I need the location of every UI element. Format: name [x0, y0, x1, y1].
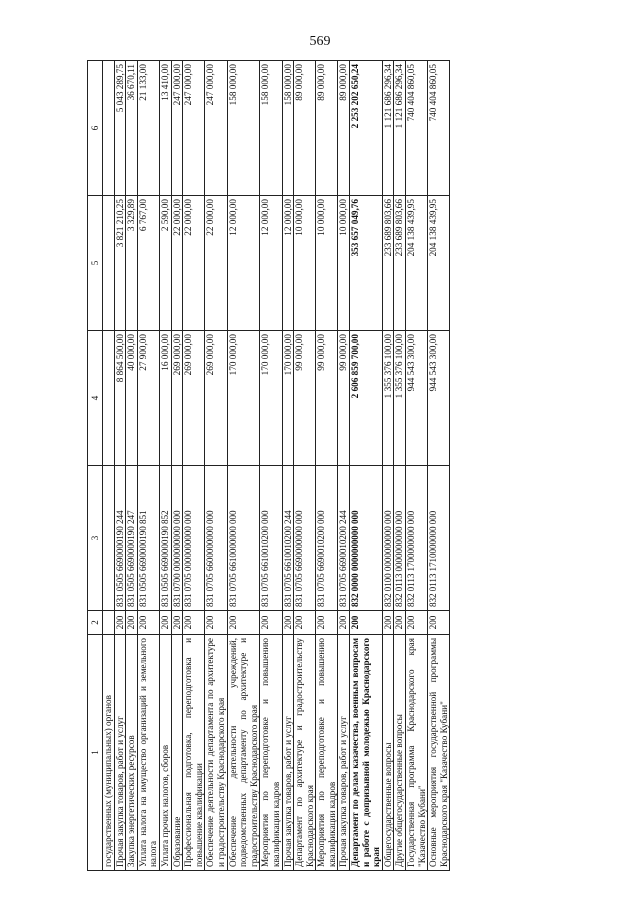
- table-row: [183, 61, 205, 871]
- cell-name: Уплата прочих налогов, сборов: [159, 635, 171, 871]
- table-row: [126, 61, 138, 871]
- table-row: [338, 61, 350, 871]
- cell-approved: 2 606 859 700,00: [350, 331, 383, 466]
- cell-budget-code: 831 0505 6690000190 852: [159, 466, 171, 611]
- cell-approved: 269 000,00: [183, 331, 205, 466]
- cell-unexecuted: 1 121 686 296,34: [382, 61, 394, 196]
- cell-executed: [103, 196, 115, 331]
- cell-name: Другие общегосударственные вопросы: [394, 635, 406, 871]
- cell-code: 200: [294, 611, 316, 635]
- cell-name: Уплата налога на имущество организаций и земельного налога: [137, 635, 159, 871]
- cell-approved: [103, 331, 115, 466]
- budget-table: [87, 60, 450, 871]
- cell-unexecuted: 158 000,00: [227, 61, 260, 196]
- cell-approved: 944 543 300,00: [428, 331, 450, 466]
- cell-unexecuted: 247 000,00: [183, 61, 205, 196]
- table-row: [382, 61, 394, 871]
- cell-approved: 27 900,00: [137, 331, 159, 466]
- cell-name: Департамент по архитектуре и градостроительству Краснодарского края: [294, 635, 316, 871]
- cell-code: 200: [394, 611, 406, 635]
- cell-name: Обеспечение деятельности департамента по архитектуре и градостроительству Краснодарского края: [205, 635, 227, 871]
- cell-approved: 16 000,00: [159, 331, 171, 466]
- cell-code: 200: [171, 611, 183, 635]
- cell-unexecuted: 5 043 289,75: [114, 61, 126, 196]
- cell-budget-code: 831 0505 6690000190 247: [126, 466, 138, 611]
- column-header: 6: [88, 61, 103, 196]
- table-row: [406, 61, 428, 871]
- cell-code: 200: [282, 611, 294, 635]
- cell-unexecuted: 740 404 860,05: [428, 61, 450, 196]
- table-row: [282, 61, 294, 871]
- table-row: [205, 61, 227, 871]
- cell-executed: 10 000,00: [294, 196, 316, 331]
- table-row: [294, 61, 316, 871]
- cell-unexecuted: 21 133,00: [137, 61, 159, 196]
- column-header: 1: [88, 635, 103, 871]
- cell-executed: 233 689 803,66: [394, 196, 406, 331]
- cell-name: Мероприятия по переподготовке и повышению квалификации кадров: [260, 635, 282, 871]
- cell-unexecuted: 247 000,00: [171, 61, 183, 196]
- cell-code: 200: [205, 611, 227, 635]
- cell-executed: 12 000,00: [260, 196, 282, 331]
- cell-budget-code: 831 0705 6610010200 000: [260, 466, 282, 611]
- cell-budget-code: 832 0113 1700000000 000: [406, 466, 428, 611]
- cell-name: государственных (муниципальных) органов: [103, 635, 115, 871]
- cell-unexecuted: 247 000,00: [205, 61, 227, 196]
- cell-name: Профессиональная подготовка, переподготовка и повышение квалификации: [183, 635, 205, 871]
- cell-unexecuted: 89 000,00: [316, 61, 338, 196]
- cell-budget-code: 831 0705 6610000000 000: [227, 466, 260, 611]
- cell-name: Мероприятия по переподготовке и повышению квалификации кадров: [316, 635, 338, 871]
- cell-name: Общегосударственные вопросы: [382, 635, 394, 871]
- cell-name: Обеспечение деятельности учреждений, подведомственных департаменту по архитектуре и градостроительству Краснодарского края: [227, 635, 260, 871]
- cell-budget-code: 831 0505 6690000190 244: [114, 466, 126, 611]
- page-number: 569: [309, 34, 331, 49]
- cell-executed: 10 000,00: [338, 196, 350, 331]
- cell-approved: 1 355 376 100,00: [382, 331, 394, 466]
- cell-code: 200: [350, 611, 383, 635]
- cell-unexecuted: 2 253 202 650,24: [350, 61, 383, 196]
- cell-executed: 204 138 439,95: [428, 196, 450, 331]
- cell-budget-code: 832 0100 0000000000 000: [382, 466, 394, 611]
- cell-name: Основные мероприятия государственной программы Краснодарского края "Казачество Кубани": [428, 635, 450, 871]
- cell-budget-code: 831 0705 6610010200 244: [282, 466, 294, 611]
- cell-code: 200: [338, 611, 350, 635]
- cell-executed: 204 138 439,95: [406, 196, 428, 331]
- cell-approved: 170 000,00: [260, 331, 282, 466]
- cell-budget-code: 831 0705 0000000000 000: [183, 466, 205, 611]
- cell-budget-code: 831 0705 6600000000 000: [205, 466, 227, 611]
- cell-budget-code: 831 0705 6690010200 244: [338, 466, 350, 611]
- header-row: [88, 61, 103, 871]
- table-row: [260, 61, 282, 871]
- table-row: [316, 61, 338, 871]
- cell-code: 200: [428, 611, 450, 635]
- cell-executed: 22 000,00: [171, 196, 183, 331]
- cell-executed: 22 000,00: [205, 196, 227, 331]
- cell-code: 200: [382, 611, 394, 635]
- table-row: [137, 61, 159, 871]
- cell-approved: 99 000,00: [316, 331, 338, 466]
- cell-budget-code: 831 0705 6690010200 000: [316, 466, 338, 611]
- cell-approved: 99 000,00: [338, 331, 350, 466]
- cell-code: 200: [114, 611, 126, 635]
- cell-unexecuted: 89 000,00: [338, 61, 350, 196]
- table-row: [227, 61, 260, 871]
- cell-code: 200: [126, 611, 138, 635]
- cell-budget-code: 831 0705 6690000000 000: [294, 466, 316, 611]
- column-header: 4: [88, 331, 103, 466]
- cell-approved: 944 543 300,00: [406, 331, 428, 466]
- cell-executed: 233 689 803,66: [382, 196, 394, 331]
- cell-unexecuted: 158 000,00: [260, 61, 282, 196]
- cell-executed: 2 590,00: [159, 196, 171, 331]
- cell-code: 200: [227, 611, 260, 635]
- cell-approved: 99 000,00: [294, 331, 316, 466]
- cell-executed: 12 000,00: [282, 196, 294, 331]
- cell-unexecuted: 158 000,00: [282, 61, 294, 196]
- cell-name: Государственная программа Краснодарского края "Казачество Кубани": [406, 635, 428, 871]
- cell-executed: 12 000,00: [227, 196, 260, 331]
- table-row: [159, 61, 171, 871]
- column-header: 3: [88, 466, 103, 611]
- cell-name: Прочая закупка товаров, работ и услуг: [338, 635, 350, 871]
- cell-name: Образование: [171, 635, 183, 871]
- cell-name: Прочая закупка товаров, работ и услуг: [114, 635, 126, 871]
- cell-unexecuted: 89 000,00: [294, 61, 316, 196]
- cell-executed: 3 329,89: [126, 196, 138, 331]
- cell-code: 200: [316, 611, 338, 635]
- table-row: [171, 61, 183, 871]
- cell-approved: 8 864 500,00: [114, 331, 126, 466]
- rotated-table-wrapper: [87, 61, 577, 871]
- cell-approved: 269 000,00: [205, 331, 227, 466]
- cell-name: Закупка энергетических ресурсов: [126, 635, 138, 871]
- cell-approved: 170 000,00: [227, 331, 260, 466]
- cell-budget-code: 831 0700 0000000000 000: [171, 466, 183, 611]
- cell-code: 200: [183, 611, 205, 635]
- cell-name: Департамент по делам казачества, военным вопросам и работе с допризывной молодежью Краснодарского края: [350, 635, 383, 871]
- cell-executed: 3 821 210,25: [114, 196, 126, 331]
- column-header: 2: [88, 611, 103, 635]
- cell-code: [103, 611, 115, 635]
- cell-unexecuted: [103, 61, 115, 196]
- cell-code: 200: [406, 611, 428, 635]
- table-body: [103, 61, 450, 871]
- cell-budget-code: 832 0113 1710000000 000: [428, 466, 450, 611]
- cell-approved: 269 000,00: [171, 331, 183, 466]
- table-row: [103, 61, 115, 871]
- cell-approved: 1 355 376 100,00: [394, 331, 406, 466]
- cell-budget-code: 831 0505 6690000190 851: [137, 466, 159, 611]
- cell-executed: 10 000,00: [316, 196, 338, 331]
- cell-unexecuted: 36 670,11: [126, 61, 138, 196]
- cell-unexecuted: 1 121 686 296,34: [394, 61, 406, 196]
- cell-code: 200: [260, 611, 282, 635]
- cell-approved: 170 000,00: [282, 331, 294, 466]
- table-row: [428, 61, 450, 871]
- table-row: [394, 61, 406, 871]
- cell-executed: 353 657 049,76: [350, 196, 383, 331]
- cell-budget-code: [103, 466, 115, 611]
- cell-code: 200: [137, 611, 159, 635]
- cell-unexecuted: 13 410,00: [159, 61, 171, 196]
- cell-executed: 6 767,00: [137, 196, 159, 331]
- cell-name: Прочая закупка товаров, работ и услуг: [282, 635, 294, 871]
- table-row: [350, 61, 383, 871]
- cell-unexecuted: 740 404 860,05: [406, 61, 428, 196]
- table-row: [114, 61, 126, 871]
- cell-budget-code: 832 0113 0000000000 000: [394, 466, 406, 611]
- column-header: 5: [88, 196, 103, 331]
- cell-executed: 22 000,00: [183, 196, 205, 331]
- cell-budget-code: 832 0000 0000000000 000: [350, 466, 383, 611]
- cell-approved: 40 000,00: [126, 331, 138, 466]
- cell-code: 200: [159, 611, 171, 635]
